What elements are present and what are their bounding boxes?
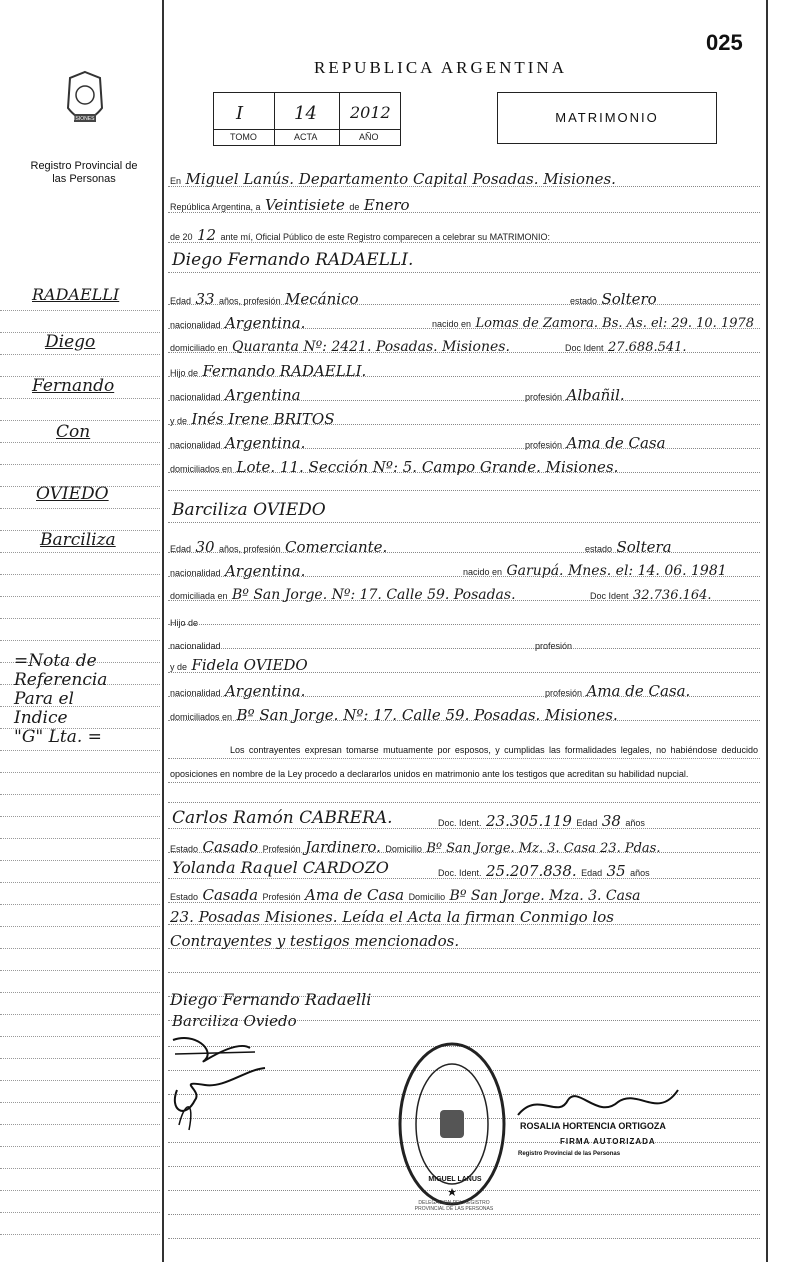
bride-father-nat: nacionalidad: [170, 641, 221, 651]
tomo-label: TOMO: [230, 132, 257, 142]
groom-birth: nacido en Lomas de Zamora. Bs. As. el: 29. 10. 1978: [432, 316, 755, 331]
witness1-name: Carlos Ramón CABRERA.: [172, 808, 393, 828]
witness2-doc: Doc. Ident. 25.207.838. Edad 35 años: [438, 862, 650, 880]
record-type-box: [497, 92, 717, 144]
groom-address-row: domiciliado en Quaranta Nº: 2421. Posadas. Misiones.: [170, 339, 510, 355]
margin-name-2: Fernando: [32, 376, 115, 396]
groom-parents-address: domiciliados en Lote. 11. Sección Nº: 5. Campo Grande. Misiones.: [170, 458, 619, 476]
bride-parents-address: domiciliados en Bº San Jorge. Nº: 17. Calle 59. Posadas. Misiones.: [170, 706, 618, 724]
bride-birth: nacido en Garupá. Mnes. el: 14. 06. 1981: [463, 563, 727, 579]
closing-line-2: Contrayentes y testigos mencionados.: [170, 932, 460, 950]
witness2-name: Yolanda Raquel CARDOZO: [172, 858, 389, 877]
bride-father-row: Hijo de: [170, 618, 199, 628]
witness-signatures: [165, 1030, 285, 1140]
declaration-text: Los contrayentes expresan tomarse mutuamente por esposos, y cumplidas las formalidades legales, no habiéndose deducido oposiciones en nombre de la Ley procedo a declararlos unidos en matrimonio ante los testigos que acreditan su habilidad nupcial.: [170, 745, 758, 779]
groom-mother-nat: nacionalidad Argentina.: [170, 434, 306, 452]
anio-label: AÑO: [359, 132, 379, 142]
groom-father-nat: nacionalidad Argentina: [170, 386, 301, 404]
groom-age-row: Edad 33 años, profesión Mecánico: [170, 290, 359, 308]
stamp-text: DELEGACION DEL REGISTRO PROVINCIAL DE LAS PERSONAS: [414, 1200, 494, 1212]
record-type: MATRIMONIO: [555, 110, 659, 125]
witness1-row2: Estado Casado Profesión Jardinero. Domicilio Bº San Jorge. Mz. 3. Casa 23. Pdas.: [170, 838, 661, 856]
groom-nationality-row: nacionalidad Argentina.: [170, 314, 306, 332]
bride-nationality-row: nacionalidad Argentina.: [170, 562, 306, 580]
official-title: FIRMA AUTORIZADA: [560, 1137, 656, 1146]
registry-name: Registro Provincial de las Personas: [30, 160, 138, 185]
margin-surname-groom: RADAELLI: [32, 285, 120, 304]
tomo-value: I: [236, 103, 244, 124]
margin-note: =Nota de Referencia Para el Indice "G" Lta. =: [14, 651, 108, 747]
acta-value: 14: [294, 103, 317, 124]
bride-name: Barciliza OVIEDO: [172, 500, 326, 520]
groom-estado: estado Soltero: [570, 290, 657, 308]
signature-groom: Diego Fernando Radaelli: [170, 990, 372, 1009]
groom-mother-prof: profesión Ama de Casa: [525, 434, 666, 452]
margin-name-1: Diego: [45, 332, 96, 352]
official-registry: Registro Provincial de las Personas: [518, 1151, 621, 1157]
closing-line-1: 23. Posadas Misiones. Leída el Acta la firman Conmigo los: [170, 908, 615, 926]
country-title: REPUBLICA ARGENTINA: [314, 58, 567, 77]
province-seal: [60, 70, 110, 148]
signature-bride: Barciliza Oviedo: [172, 1012, 297, 1030]
bride-mother-row: y de Fidela OVIEDO: [170, 656, 308, 674]
groom-father-row: Hijo de Fernando RADAELLI.: [170, 362, 367, 380]
groom-mother-row: y de Inés Irene BRITOS: [170, 410, 335, 428]
bride-doc: Doc Ident 32.736.164.: [590, 588, 712, 603]
right-rule: [766, 0, 768, 1262]
margin-con: Con: [56, 422, 91, 442]
record-box: [213, 92, 401, 146]
bride-mother-nat: nacionalidad Argentina.: [170, 682, 306, 700]
bride-age-row: Edad 30 años, profesión Comerciante.: [170, 538, 388, 556]
bride-father-prof: profesión: [535, 641, 573, 651]
groom-father-prof: profesión Albañil.: [525, 386, 625, 404]
date-row: República Argentina, a Veintisiete de Enero: [170, 196, 410, 214]
witness2-row2: Estado Casada Profesión Ama de Casa Domicilio Bº San Jorge. Mza. 3. Casa: [170, 886, 641, 904]
acta-label: ACTA: [294, 132, 318, 142]
bride-estado: estado Soltera: [585, 538, 672, 556]
witness1-doc: Doc. Ident. 23.305.119 Edad 38 años: [438, 812, 645, 830]
bride-mother-prof: profesión Ama de Casa.: [545, 682, 691, 700]
official-signature: [508, 1080, 688, 1124]
stamp-subtext: MIGUEL LANUS: [428, 1176, 482, 1183]
margin-name-bride: Barciliza: [40, 530, 116, 550]
margin-rule: [162, 0, 164, 1262]
bride-address-row: domiciliada en Bº San Jorge. Nº: 17. Calle 59. Posadas.: [170, 587, 516, 603]
official-name: ROSALIA HORTENCIA ORTIGOZA: [520, 1121, 666, 1131]
margin-surname-bride: OVIEDO: [36, 484, 109, 504]
anio-value: 2012: [350, 103, 391, 122]
place-row: En Miguel Lanús. Departamento Capital Posadas. Misiones.: [170, 170, 616, 188]
groom-doc: Doc Ident 27.688.541.: [565, 340, 687, 355]
page-number: 025: [706, 30, 743, 55]
year-row: de 20 12 ante mí, Oficial Público de este Registro comparecen a celebrar su MATRIMONIO:: [170, 226, 550, 244]
groom-name: Diego Fernando RADAELLI.: [172, 250, 414, 270]
seal-label: MISIONES: [70, 116, 95, 122]
